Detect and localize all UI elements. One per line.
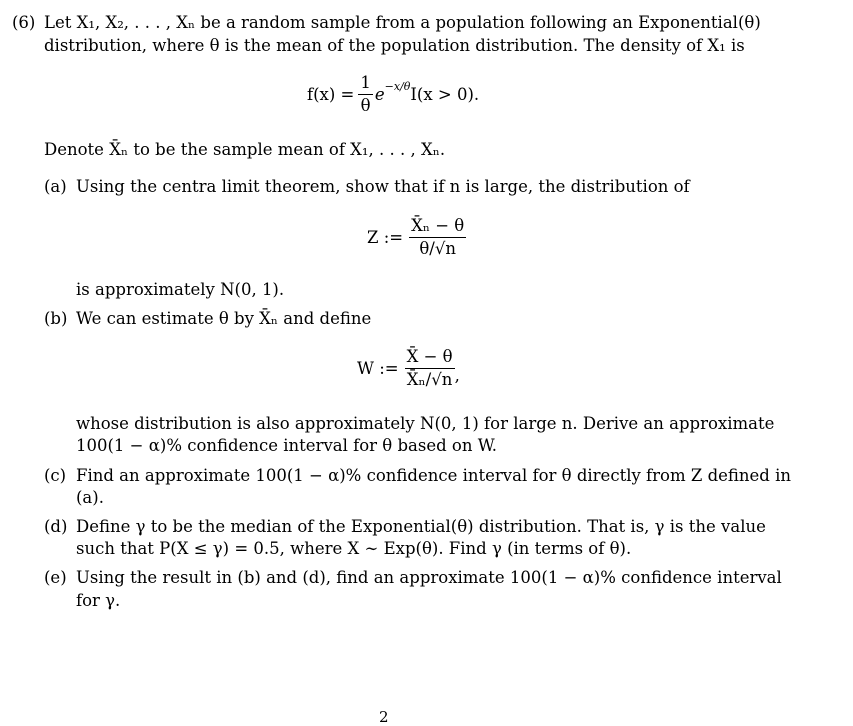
problem-number: (6) (12, 13, 36, 32)
part-a-conclusion: is approximately N(0, 1). (76, 280, 285, 299)
density-equation (307, 72, 479, 116)
z-numerator: X̄ₙ − θ (409, 216, 466, 238)
part-e-line-2: for γ. (76, 591, 121, 610)
part-d-line-1: Define γ to be the median of the Exponential(θ) distribution. That is, γ is the value (76, 517, 766, 536)
w-fraction (405, 347, 455, 390)
part-c-line-2: (a). (76, 488, 104, 507)
density-lhs: f(x) = (307, 84, 355, 104)
z-equation (367, 214, 466, 260)
z-fraction (409, 216, 466, 259)
density-numerator: 1 (358, 73, 373, 95)
z-lhs: Z := (367, 227, 404, 247)
part-b-line-1: whose distribution is also approximately N(0, 1) for large n. Derive an approximate (76, 414, 775, 433)
part-d-label: (d) (44, 517, 68, 536)
part-a-label: (a) (44, 177, 67, 196)
part-a-text: Using the centra limit theorem, show that if n is large, the distribution of (76, 177, 690, 196)
density-fraction (358, 73, 373, 116)
part-b-line-2: 100(1 − α)% confidence interval for θ based on W. (76, 436, 498, 455)
w-lhs: W := (357, 358, 399, 378)
page-number: 2 (379, 708, 389, 726)
density-exponent: −x/θ (384, 79, 411, 93)
density-indicator: I(x > 0). (410, 84, 480, 104)
part-b-text: We can estimate θ by X̄ₙ and define (76, 309, 372, 328)
z-denominator: θ/√n (419, 238, 456, 258)
w-denominator: X̄ₙ/√n (406, 369, 453, 389)
w-numerator: X̄ − θ (405, 347, 455, 369)
part-e-line-1: Using the result in (b) and (d), find an approximate 100(1 − α)% confidence interval (76, 568, 782, 587)
part-d-line-2: such that P(X ≤ γ) = 0.5, where X ∼ Exp(θ). Find γ (in terms of θ). (76, 539, 632, 558)
w-equation (357, 344, 460, 392)
part-e-label: (e) (44, 568, 67, 587)
denote-sentence: Denote X̄ₙ to be the sample mean of X₁, . . . , Xₙ. (44, 140, 446, 159)
intro-line-2: distribution, where θ is the mean of the population distribution. The density of X₁ is (44, 36, 745, 55)
w-comma: , (454, 365, 460, 385)
intro-line-1: Let X₁, X₂, . . . , Xₙ be a random sample from a population following an Exponential(θ) (44, 13, 761, 32)
density-exp-base: e (374, 84, 385, 104)
part-b-label: (b) (44, 309, 68, 328)
density-denominator: θ (360, 95, 371, 115)
part-c-label: (c) (44, 466, 67, 485)
part-c-line-1: Find an approximate 100(1 − α)% confidence interval for θ directly from Z defined in (76, 466, 792, 485)
